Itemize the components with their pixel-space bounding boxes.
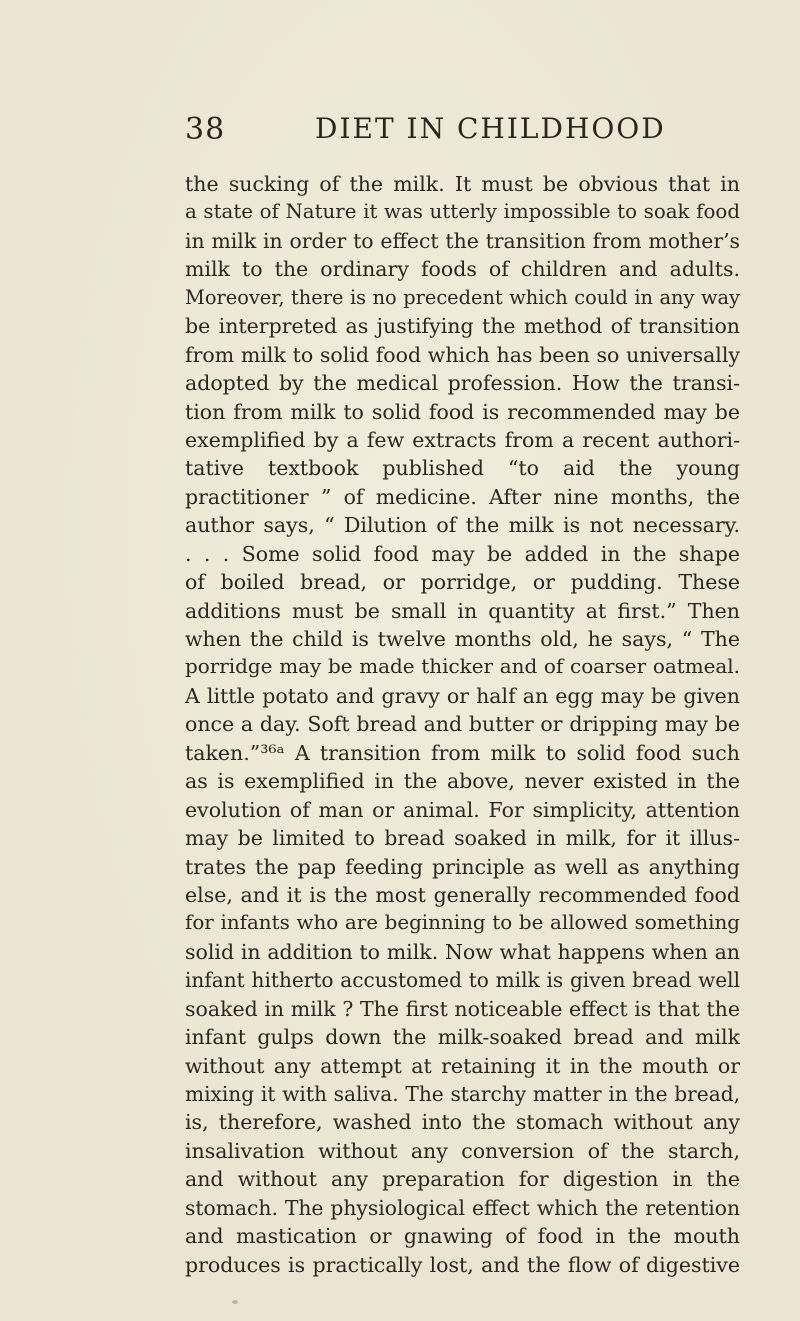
text-line: and mastication or gnawing of food in the mouth <box>185 1224 740 1249</box>
text-line: . . . Some solid food may be added in the shape <box>185 541 740 566</box>
text-line: solid in addition to milk. Now what happens when an <box>185 939 740 964</box>
text-line: a state of Nature it was utterly impossible to soak food <box>185 200 740 224</box>
text-line: soaked in milk ? The first noticeable effect is that the <box>185 996 740 1021</box>
text-line: author says, “ Dilution of the milk is not necessary. <box>185 513 740 538</box>
text-line: porridge may be made thicker and of coarser oatmeal. <box>185 655 740 679</box>
page-number: 38 <box>185 112 226 147</box>
text-line: infant gulps down the milk-soaked bread and milk <box>185 1025 740 1050</box>
body-paragraph <box>185 170 740 1279</box>
text-line: infant hitherto accustomed to milk is given bread well <box>185 968 740 993</box>
text-line: once a day. Soft bread and butter or dripping may be <box>185 712 740 737</box>
text-line: evolution of man or animal. For simplicity, attention <box>185 797 740 822</box>
text-line: tative textbook published “to aid the young <box>185 456 740 481</box>
text-line: in milk in order to effect the transition from mother’s <box>185 228 740 253</box>
text-line: tion from milk to solid food is recommended may be <box>185 399 740 424</box>
text-line: mixing it with saliva. The starchy matter in the bread, <box>185 1082 740 1106</box>
text-line: as is exemplified in the above, never existed in the <box>185 769 740 794</box>
text-line: additions must be small in quantity at first.” Then <box>185 598 740 623</box>
text-line: may be limited to bread soaked in milk, for it illus- <box>185 826 740 851</box>
text-line: milk to the ordinary foods of children and adults. <box>185 257 740 282</box>
text-line: Moreover, there is no precedent which could in any way <box>185 285 740 309</box>
text-line: the sucking of the milk. It must be obvious that in <box>185 172 740 196</box>
text-line: produces is practically lost, and the flow of digestive <box>185 1252 740 1277</box>
running-title: DIET IN CHILDHOOD <box>315 112 666 145</box>
text-line: of boiled bread, or porridge, or pudding. These <box>185 570 740 595</box>
text-line: without any attempt at retaining it in the mouth or <box>185 1053 740 1078</box>
paper-smudge <box>232 1300 238 1304</box>
text-line: else, and it is the most generally recommended food <box>185 882 740 907</box>
text-line: stomach. The physiological effect which the retention <box>185 1195 740 1220</box>
text-line: from milk to solid food which has been so universally <box>185 342 740 367</box>
running-head <box>185 112 740 152</box>
text-line: adopted by the medical profession. How the transi- <box>185 371 740 396</box>
text-line: taken.”³⁶ᵃ A transition from milk to solid food such <box>185 740 740 765</box>
text-line: be interpreted as justifying the method of transition <box>185 314 740 339</box>
text-line: trates the pap feeding principle as well as anything <box>185 854 740 879</box>
text-line: and without any preparation for digestion in the <box>185 1167 740 1192</box>
text-line: insalivation without any conversion of the starch, <box>185 1138 740 1163</box>
text-line: for infants who are beginning to be allowed something <box>185 911 740 935</box>
text-line: is, therefore, washed into the stomach without any <box>185 1110 740 1135</box>
text-line: when the child is twelve months old, he says, “ The <box>185 627 740 651</box>
text-line: A little potato and gravy or half an egg may be given <box>185 683 740 708</box>
text-line: exemplified by a few extracts from a recent authori- <box>185 427 740 452</box>
text-line: practitioner ” of medicine. After nine months, the <box>185 484 740 509</box>
